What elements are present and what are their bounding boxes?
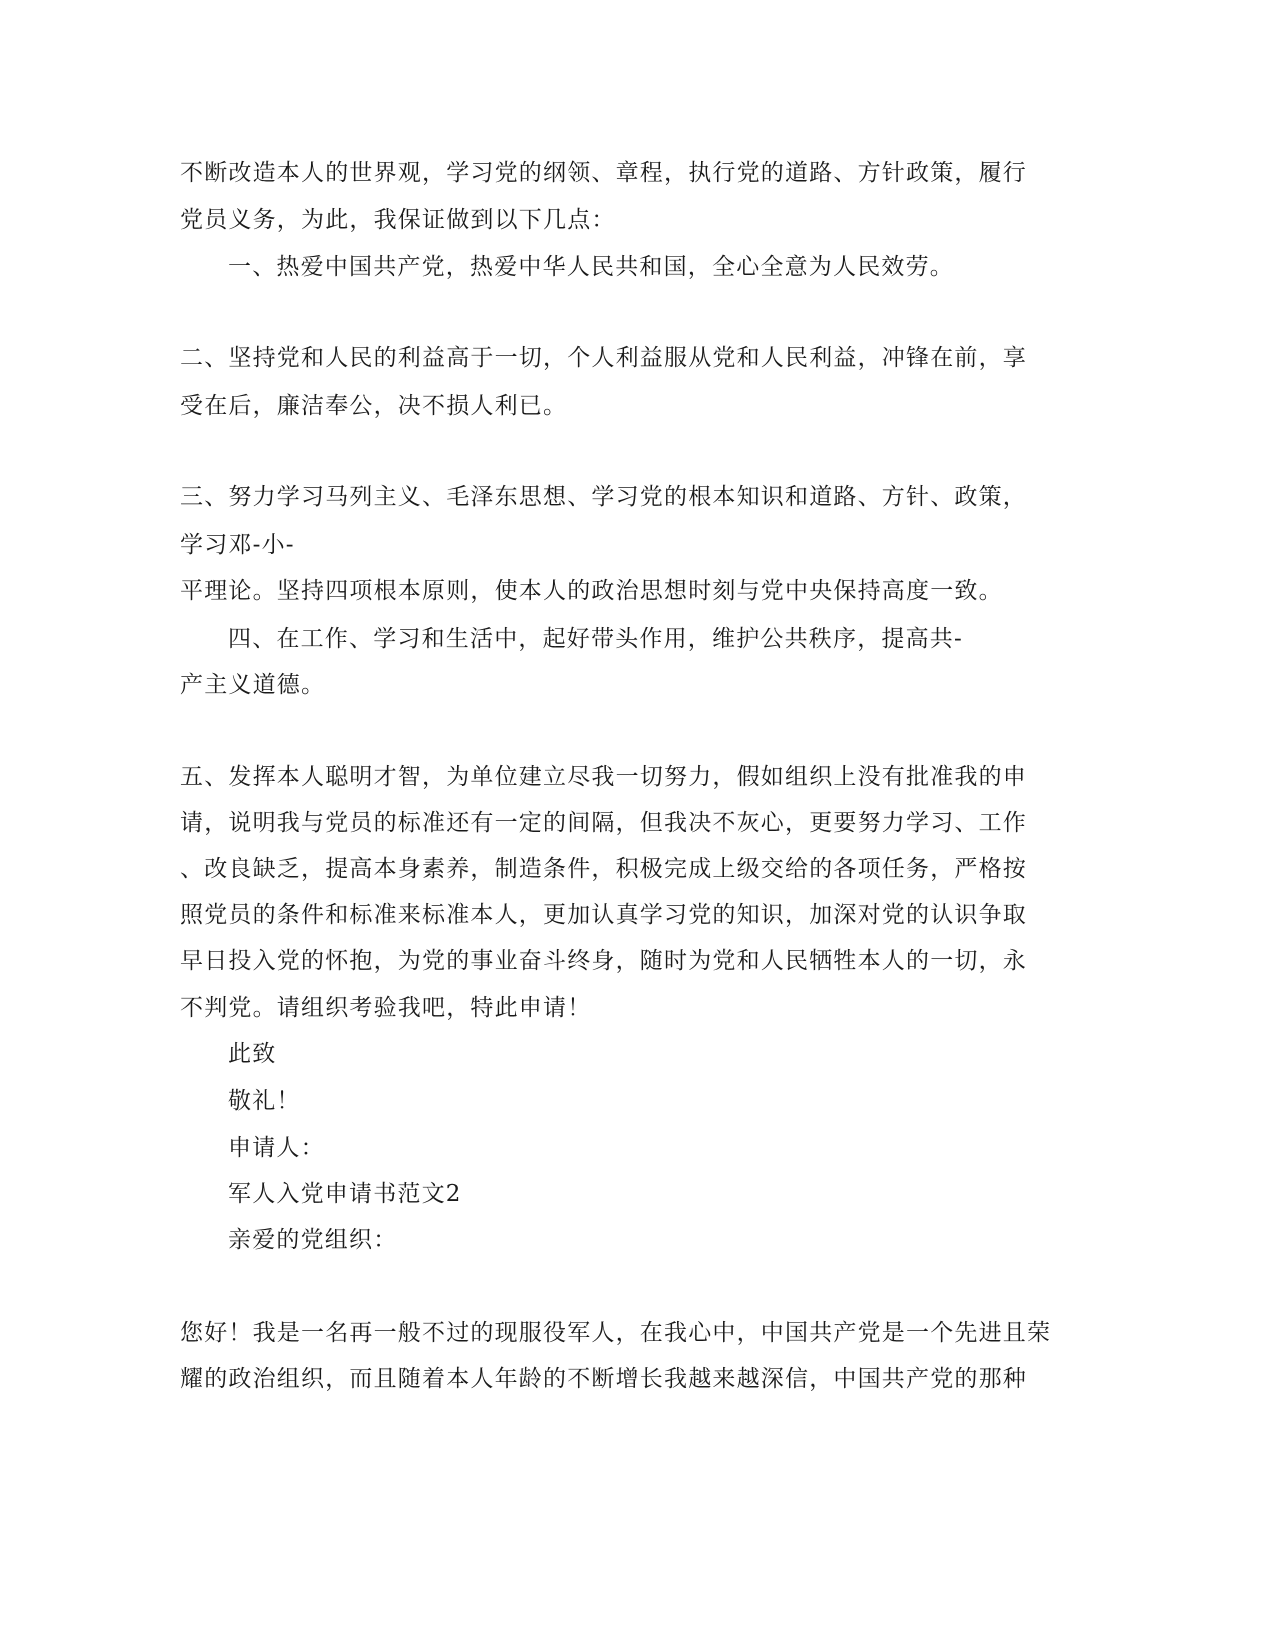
- greeting: 亲爱的党组织：: [228, 1227, 398, 1253]
- closing-salutation: 此致: [228, 1041, 277, 1067]
- section-title: 军人入党申请书范文2: [228, 1181, 462, 1207]
- text-line: 照党员的条件和标准来标准本人，更加认真学习党的知识，加深对党的认识争取: [180, 902, 1027, 928]
- text-line: 三、努力学习马列主义、毛泽东思想、学习党的根本知识和道路、方针、政策，: [180, 484, 1027, 510]
- text-line: 请，说明我与党员的标准还有一定的间隔，但我决不灰心，更要努力学习、工作: [180, 810, 1027, 836]
- text-line: 、改良缺乏，提高本身素养，制造条件，积极完成上级交给的各项任务，严格按: [180, 856, 1027, 882]
- text-line: 您好！我是一名再一般不过的现服役军人，在我心中，中国共产党是一个先进且荣: [180, 1320, 1052, 1346]
- text-line: 不断改造本人的世界观，学习党的纲领、章程，执行党的道路、方针政策，履行: [180, 160, 1027, 186]
- text-line: 平理论。坚持四项根本原则，使本人的政治思想时刻与党中央保持高度一致。: [180, 578, 1003, 604]
- text-line: 四、在工作、学习和生活中，起好带头作用，维护公共秩序，提高共-: [228, 626, 963, 652]
- text-line: 早日投入党的怀抱，为党的事业奋斗终身，随时为党和人民牺牲本人的一切，永: [180, 948, 1027, 974]
- text-line: 党员义务，为此，我保证做到以下几点：: [180, 207, 616, 233]
- text-line: 不判党。请组织考验我吧，特此申请！: [180, 995, 592, 1021]
- text-line: 一、热爱中国共产党，热爱中华人民共和国，全心全意为人民效劳。: [228, 254, 954, 280]
- text-line: 学习邓-小-: [180, 532, 295, 558]
- text-line: 五、发挥本人聪明才智，为单位建立尽我一切努力，假如组织上没有批准我的申: [180, 764, 1027, 790]
- applicant-label: 申请人：: [228, 1135, 325, 1161]
- closing-regards: 敬礼！: [228, 1088, 301, 1114]
- text-line: 产主义道德。: [180, 672, 326, 698]
- text-line: 耀的政治组织，而且随着本人年龄的不断增长我越来越深信，中国共产党的那种: [180, 1366, 1027, 1392]
- text-line: 受在后，廉洁奉公，决不损人利已。: [180, 393, 568, 419]
- text-line: 二、坚持党和人民的利益高于一切，个人利益服从党和人民利益，冲锋在前，享: [180, 345, 1027, 371]
